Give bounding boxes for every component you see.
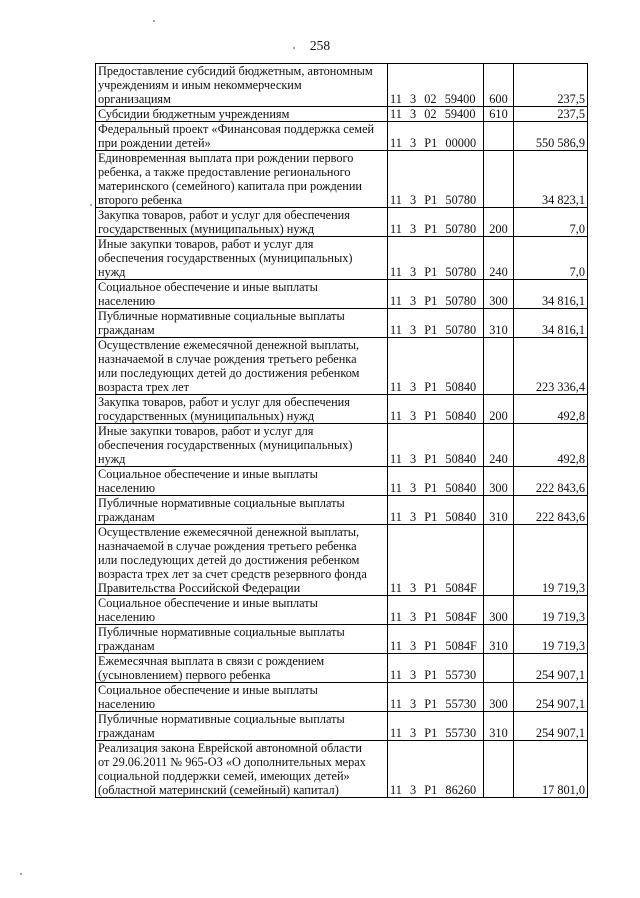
- table-row: [96, 151, 588, 208]
- row-sum-cell: 19 719,3: [514, 525, 588, 596]
- row-name-cell: Иные закупки товаров, работ и услуг для обеспечения государственных (муниципальных) нужд: [96, 237, 388, 280]
- row-code-cell: 11 3 P1 00000: [388, 122, 484, 151]
- table-row: [96, 654, 588, 683]
- row-sum-cell: 237,5: [514, 64, 588, 107]
- budget-table: [95, 63, 588, 798]
- table-row: [96, 309, 588, 338]
- row-type-cell: 200: [484, 395, 514, 424]
- row-name-cell: Осуществление ежемесячной денежной выплаты, назначаемой в случае рождения третьего ребенка или последующих детей до достижения ребенком возраста трех лет за счет средств резервного фонда Правительства Российской Федерации: [96, 525, 388, 596]
- row-name-cell: Закупка товаров, работ и услуг для обеспечения государственных (муниципальных) нужд: [96, 208, 388, 237]
- row-code-cell: 11 3 P1 50780: [388, 309, 484, 338]
- row-code-cell: 11 3 P1 50840: [388, 424, 484, 467]
- table-row: [96, 64, 588, 107]
- row-type-cell: 600: [484, 64, 514, 107]
- row-type-cell: 300: [484, 596, 514, 625]
- row-sum-cell: 254 907,1: [514, 683, 588, 712]
- table-row: [96, 237, 588, 280]
- row-name-cell: Публичные нормативные социальные выплаты гражданам: [96, 712, 388, 741]
- row-code-cell: 11 3 02 59400: [388, 64, 484, 107]
- row-type-cell: 310: [484, 625, 514, 654]
- row-name-cell: Федеральный проект «Финансовая поддержка семей при рождении детей»: [96, 122, 388, 151]
- row-type-cell: 240: [484, 237, 514, 280]
- row-code-cell: 11 3 P1 50780: [388, 208, 484, 237]
- scan-speck: [293, 47, 295, 49]
- row-code-cell: 11 3 P1 50840: [388, 467, 484, 496]
- row-name-cell: Реализация закона Еврейской автономной области от 29.06.2011 № 965-ОЗ «О дополнительных мерах социальной поддержки семей, имеющих детей» (областной материнский (семейный) капитал): [96, 741, 388, 798]
- row-sum-cell: 222 843,6: [514, 467, 588, 496]
- row-code-cell: 11 3 P1 5084F: [388, 625, 484, 654]
- scan-speck: [153, 20, 155, 22]
- row-code-cell: 11 3 P1 50780: [388, 151, 484, 208]
- row-sum-cell: 492,8: [514, 424, 588, 467]
- row-sum-cell: 7,0: [514, 237, 588, 280]
- table-row: [96, 596, 588, 625]
- scan-speck: [90, 204, 92, 206]
- row-type-cell: [484, 338, 514, 395]
- row-name-cell: Социальное обеспечение и иные выплаты населению: [96, 280, 388, 309]
- row-sum-cell: 19 719,3: [514, 625, 588, 654]
- row-code-cell: 11 3 P1 86260: [388, 741, 484, 798]
- row-type-cell: 300: [484, 280, 514, 309]
- row-sum-cell: 550 586,9: [514, 122, 588, 151]
- table-row: [96, 122, 588, 151]
- row-sum-cell: 254 907,1: [514, 654, 588, 683]
- table-row: [96, 395, 588, 424]
- row-type-cell: 310: [484, 712, 514, 741]
- row-type-cell: [484, 525, 514, 596]
- table-row: [96, 712, 588, 741]
- scan-speck: [20, 873, 22, 875]
- row-name-cell: Единовременная выплата при рождении первого ребенка, а также предоставление регионального материнского (семейного) капитала при рождении второго ребенка: [96, 151, 388, 208]
- row-code-cell: 11 3 P1 55730: [388, 712, 484, 741]
- row-type-cell: [484, 654, 514, 683]
- row-code-cell: 11 3 P1 50780: [388, 280, 484, 309]
- row-code-cell: 11 3 P1 50840: [388, 496, 484, 525]
- table-row: [96, 208, 588, 237]
- row-type-cell: 300: [484, 467, 514, 496]
- row-sum-cell: 19 719,3: [514, 596, 588, 625]
- row-code-cell: 11 3 P1 55730: [388, 683, 484, 712]
- row-type-cell: [484, 122, 514, 151]
- row-type-cell: 610: [484, 107, 514, 122]
- row-name-cell: Социальное обеспечение и иные выплаты населению: [96, 467, 388, 496]
- row-name-cell: Социальное обеспечение и иные выплаты населению: [96, 683, 388, 712]
- table-row: [96, 338, 588, 395]
- row-code-cell: 11 3 02 59400: [388, 107, 484, 122]
- row-name-cell: Публичные нормативные социальные выплаты гражданам: [96, 625, 388, 654]
- table-row: [96, 424, 588, 467]
- row-type-cell: 240: [484, 424, 514, 467]
- row-sum-cell: 254 907,1: [514, 712, 588, 741]
- row-code-cell: 11 3 P1 5084F: [388, 525, 484, 596]
- row-sum-cell: 492,8: [514, 395, 588, 424]
- table-row: [96, 496, 588, 525]
- row-sum-cell: 34 823,1: [514, 151, 588, 208]
- table-row: [96, 107, 588, 122]
- row-type-cell: 310: [484, 309, 514, 338]
- row-sum-cell: 7,0: [514, 208, 588, 237]
- row-sum-cell: 223 336,4: [514, 338, 588, 395]
- table-row: [96, 625, 588, 654]
- row-sum-cell: 237,5: [514, 107, 588, 122]
- row-type-cell: 200: [484, 208, 514, 237]
- table-row: [96, 741, 588, 798]
- row-name-cell: Иные закупки товаров, работ и услуг для обеспечения государственных (муниципальных) нужд: [96, 424, 388, 467]
- row-name-cell: Предоставление субсидий бюджетным, автономным учреждениям и иным некоммерческим организациям: [96, 64, 388, 107]
- row-code-cell: 11 3 P1 55730: [388, 654, 484, 683]
- row-type-cell: [484, 741, 514, 798]
- table-row: [96, 683, 588, 712]
- row-code-cell: 11 3 P1 50780: [388, 237, 484, 280]
- row-sum-cell: 34 816,1: [514, 309, 588, 338]
- row-sum-cell: 17 801,0: [514, 741, 588, 798]
- row-name-cell: Социальное обеспечение и иные выплаты населению: [96, 596, 388, 625]
- table-row: [96, 525, 588, 596]
- row-name-cell: Публичные нормативные социальные выплаты гражданам: [96, 496, 388, 525]
- row-code-cell: 11 3 P1 5084F: [388, 596, 484, 625]
- table-row: [96, 467, 588, 496]
- table-row: [96, 280, 588, 309]
- row-sum-cell: 222 843,6: [514, 496, 588, 525]
- row-name-cell: Субсидии бюджетным учреждениям: [96, 107, 388, 122]
- row-name-cell: Ежемесячная выплата в связи с рождением (усыновлением) первого ребенка: [96, 654, 388, 683]
- row-type-cell: [484, 151, 514, 208]
- row-type-cell: 310: [484, 496, 514, 525]
- row-name-cell: Публичные нормативные социальные выплаты гражданам: [96, 309, 388, 338]
- budget-table-body: [96, 64, 588, 798]
- row-name-cell: Осуществление ежемесячной денежной выплаты, назначаемой в случае рождения третьего ребенка или последующих детей до достижения ребенком возраста трех лет: [96, 338, 388, 395]
- row-name-cell: Закупка товаров, работ и услуг для обеспечения государственных (муниципальных) нужд: [96, 395, 388, 424]
- row-sum-cell: 34 816,1: [514, 280, 588, 309]
- page-number: 258: [309, 38, 331, 53]
- row-code-cell: 11 3 P1 50840: [388, 338, 484, 395]
- row-type-cell: 300: [484, 683, 514, 712]
- row-code-cell: 11 3 P1 50840: [388, 395, 484, 424]
